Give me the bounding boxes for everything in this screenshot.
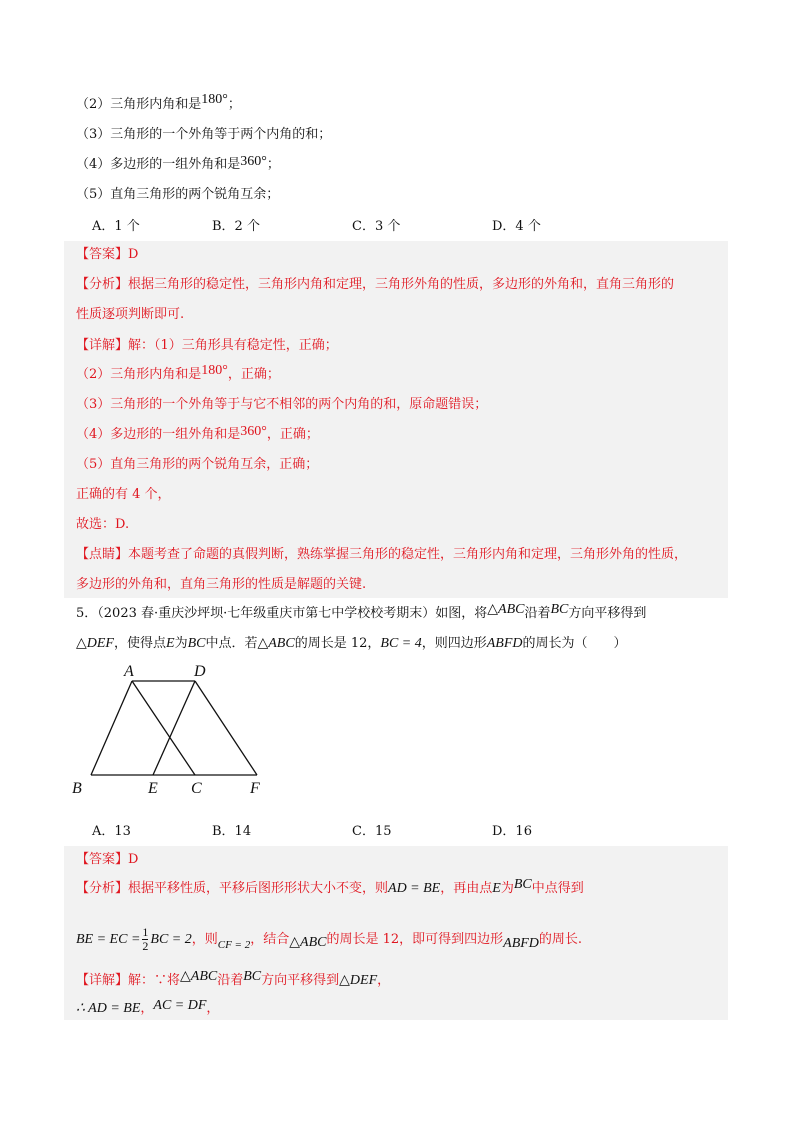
- solution4-detail-7: 故选：D.: [76, 517, 130, 532]
- solution4-detail-1: 【详解】解：（1）三角形具有稳定性，正确；: [76, 338, 338, 353]
- solution5-detail-2: ∴ AD = BE，AC = DF，: [76, 998, 220, 1016]
- statement-5: （5）直角三角形的两个锐角互余；: [76, 187, 280, 202]
- segment-df: [195, 681, 257, 775]
- option-c: C．3 个: [352, 219, 401, 234]
- solution4-detail-4: （4）多边形的一组外角和是360°，正确；: [76, 424, 319, 442]
- angle-sum-value: 180°: [201, 92, 228, 107]
- option-d: D．16: [492, 824, 532, 839]
- solution4-analysis-line2: 性质逐项判断即可.: [76, 307, 185, 322]
- solution5-answer: 【答案】D: [76, 852, 139, 867]
- label-b: B: [72, 780, 82, 797]
- segment-ac: [132, 681, 195, 775]
- label-a: A: [124, 663, 134, 680]
- solution4-detail-3: （3）三角形的一个外角等于与它不相邻的两个内角的和，原命题错误；: [76, 397, 488, 412]
- solution4-analysis-line1: 【分析】根据三角形的稳定性，三角形内角和定理，三角形外角的性质，多边形的外角和，直角三角形的: [76, 277, 675, 292]
- segment-de: [153, 681, 195, 775]
- label-f: F: [250, 780, 260, 797]
- fraction-one-half: $\frac{1}{2}$: [142, 925, 149, 953]
- segment-ab: [91, 681, 132, 775]
- label-e: E: [148, 780, 158, 797]
- solution4-detail-2: （2）三角形内角和是180°，正确；: [76, 363, 280, 382]
- option-b: B．2 个: [212, 219, 260, 234]
- solution4-detail-5: （5）直角三角形的两个锐角互余，正确；: [76, 457, 319, 472]
- solution5-analysis-line2: BE = EC = $\frac{1}{2}$ BC = 2，则$_{CF = 2}$，结合△ABC的周长是 12，即可得到四边形ABFD的周长.: [76, 925, 583, 953]
- solution5-analysis-line1: 【分析】根据平移性质，平移后图形形状大小不变，则AD = BE，再由点E为BC中点得到: [76, 877, 584, 896]
- option-b: B．14: [212, 824, 252, 839]
- solution4-answer: 【答案】D: [76, 247, 139, 262]
- statement-2: （2）三角形内角和是180°；: [76, 92, 241, 112]
- solution4-comment-line2: 多边形的外角和，直角三角形的性质是解题的关键.: [76, 577, 367, 592]
- option-d: D．4 个: [492, 219, 541, 234]
- question5-line2: △DEF，使得点E为BC中点．若△ABC的周长是 12，BC = 4，则四边形ABFD的周长为（ ）: [76, 636, 627, 651]
- option-c: C．15: [352, 824, 392, 839]
- label-c: C: [191, 780, 202, 797]
- solution4-detail-6: 正确的有 4 个，: [76, 487, 171, 502]
- label-d: D: [194, 663, 206, 680]
- option-a: A．1 个: [92, 219, 140, 234]
- question5-line1: 5．（2023 春·重庆沙坪坝·七年级重庆市第七中学校校考期末）如图，将△ABC沿着BC方向平移得到: [76, 602, 647, 621]
- statement-4: （4）多边形的一组外角和是360°；: [76, 154, 280, 172]
- exterior-sum-value: 360°: [240, 154, 267, 169]
- translation-figure: [60, 655, 280, 805]
- option-a: A．13: [92, 824, 131, 839]
- statement-3: （3）三角形的一个外角等于两个内角的和；: [76, 127, 332, 142]
- solution5-detail-1: 【详解】解：∵将△ABC沿着BC方向平移得到△DEF，: [76, 969, 391, 988]
- solution4-comment-line1: 【点睛】本题考查了命题的真假判断，熟练掌握三角形的稳定性，三角形内角和定理，三角形外角的性质，: [76, 547, 688, 562]
